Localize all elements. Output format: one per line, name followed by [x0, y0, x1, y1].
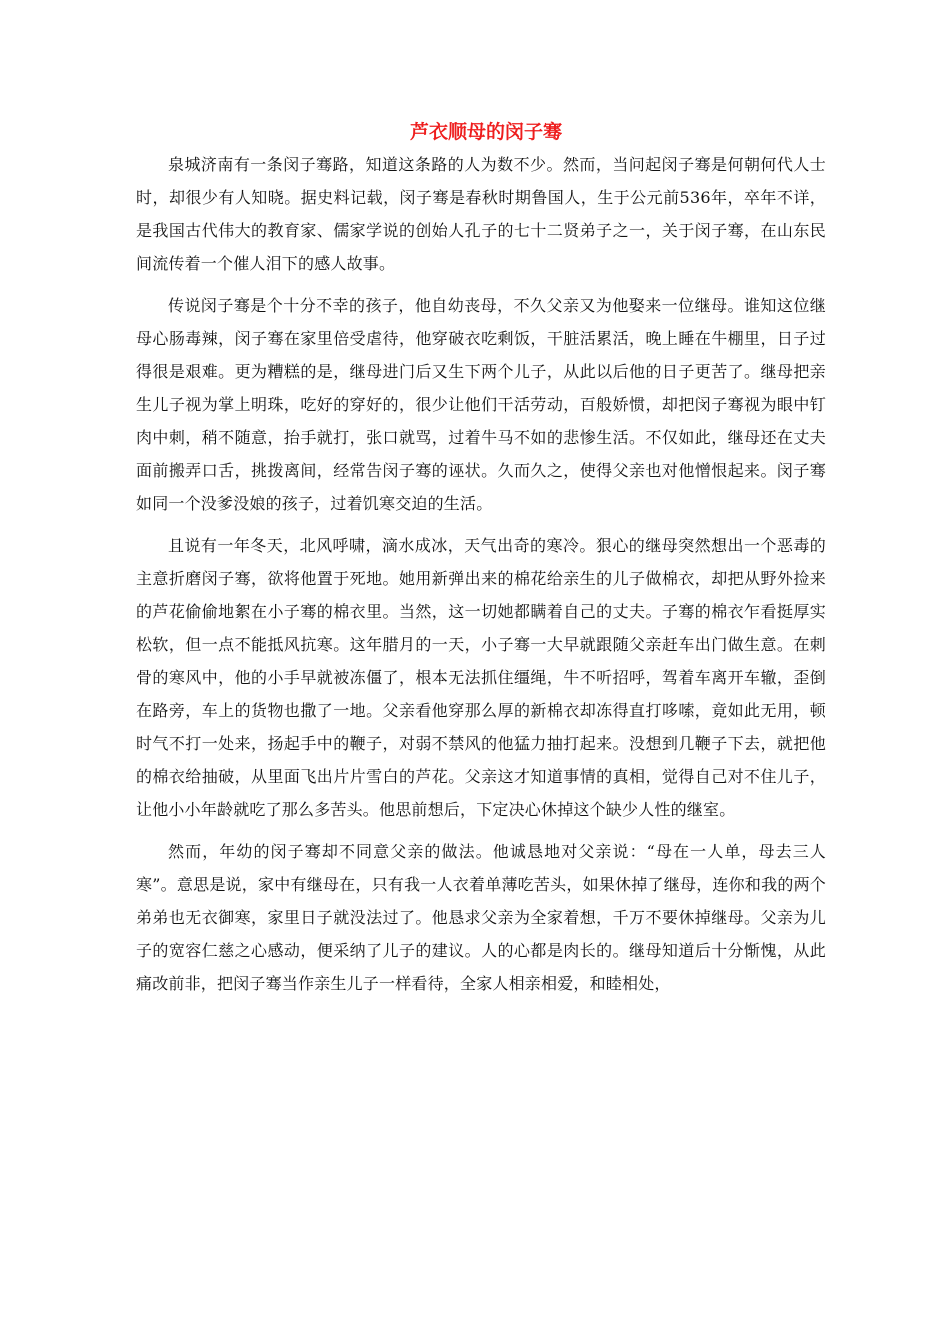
document-title: 芦衣顺母的闵子骞	[409, 121, 562, 143]
paragraph-4: 然而，年幼的闵子骞却不同意父亲的做法。他诚恳地对父亲说：“母在一人单，母去三人寒”。意思是说，家中有继母在，只有我一人衣着单薄吃苦头，如果休掉了继母，连你和我的两个弟弟也无衣御寒，家里日子就没法过了。他恳求父亲为全家着想，千万不要休掉继母。父亲为儿子的宽容仁慈之心感动，便采纳了儿子的建议。人的心都是肉长的。继母知道后十分惭愧，从此痛改前非，把闵子骞当作亲生儿子一样看待，全家人相亲相爱，和睦相处，	[136, 842, 826, 993]
paragraph-2: 传说闵子骞是个十分不幸的孩子，他自幼丧母，不久父亲又为他娶来一位继母。谁知这位继母心肠毒辣，闵子骞在家里倍受虐待，他穿破衣吃剩饭，干脏活累活，晚上睡在牛棚里，日子过得很是艰难。更为糟糕的是，继母进门后又生下两个儿子，从此以后他的日子更苦了。继母把亲生儿子视为掌上明珠，吃好的穿好的，很少让他们干活劳动，百般娇惯，却把闵子骞视为眼中钉肉中刺，稍不随意，抬手就打，张口就骂，过着牛马不如的悲惨生活。不仅如此，继母还在丈夫面前搬弄口舌，挑拨离间，经常告闵子骞的诬状。久而久之，使得父亲也对他憎恨起来。闵子骞如同一个没爹没娘的孩子，过着饥寒交迫的生活。	[136, 296, 826, 513]
document-page	[136, 118, 826, 1009]
paragraph-3: 且说有一年冬天，北风呼啸，滴水成冰，天气出奇的寒冷。狠心的继母突然想出一个恶毒的主意折磨闵子骞，欲将他置于死地。她用新弹出来的棉花给亲生的儿子做棉衣，却把从野外捡来的芦花偷偷地絮在小子骞的棉衣里。当然，这一切她都瞒着自己的丈夫。子骞的棉衣乍看挺厚实松软，但一点不能抵风抗寒。这年腊月的一天，小子骞一大早就跟随父亲赶车出门做生意。在刺骨的寒风中，他的小手早就被冻僵了，根本无法抓住缰绳，牛不听招呼，驾着车离开车辙，歪倒在路旁，车上的货物也撒了一地。父亲看他穿那么厚的新棉衣却冻得直打哆嗦，竟如此无用，顿时气不打一处来，扬起手中的鞭子，对弱不禁风的他猛力抽打起来。没想到几鞭子下去，就把他的棉衣给抽破，从里面飞出片片雪白的芦花。父亲这才知道事情的真相，觉得自己对不住儿子，让他小小年龄就吃了那么多苦头。他思前想后，下定决心休掉这个缺少人性的继室。	[136, 536, 826, 819]
paragraph-1: 泉城济南有一条闵子骞路，知道这条路的人为数不少。然而，当问起闵子骞是何朝何代人士时，却很少有人知晓。据史料记载，闵子骞是春秋时期鲁国人，生于公元前536年，卒年不详，是我国古代伟大的教育家、儒家学说的创始人孔子的七十二贤弟子之一，关于闵子骞，在山东民间流传着一个催人泪下的感人故事。	[136, 155, 826, 273]
